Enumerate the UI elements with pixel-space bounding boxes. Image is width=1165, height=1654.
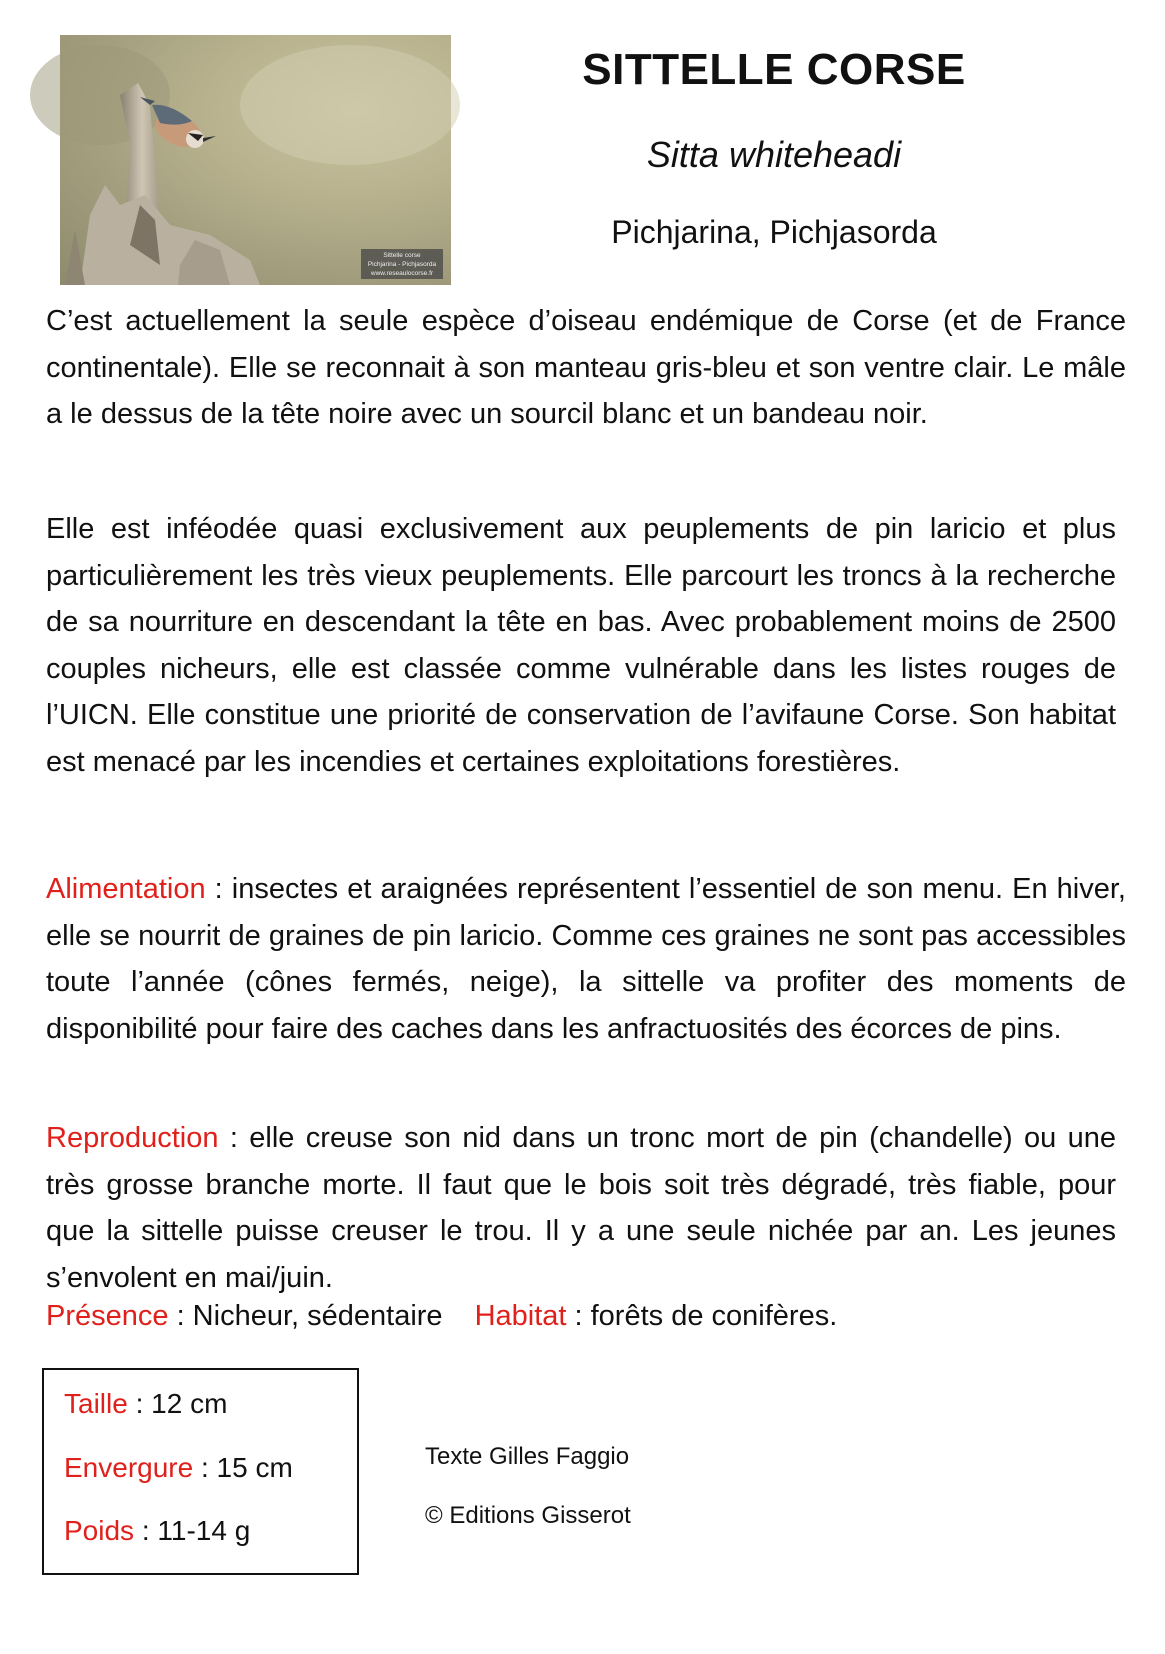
- stat-taille: [64, 1388, 227, 1420]
- reproduction-paragraph: [46, 1115, 1116, 1294]
- stat-envergure: [64, 1452, 293, 1484]
- presence-line: [46, 1300, 837, 1333]
- alimentation-paragraph: [46, 866, 1126, 1052]
- bird-photo: [60, 35, 451, 285]
- habitat-paragraph: Elle est inféodée quasi exclusivement aux peuplements de pin laricio et plus particulièrement les très vieux peuplements. Elle parcourt les troncs à la recherche de sa nourriture en descendant la tête en bas. Avec probablement moins de 2500 couples nicheurs, elle est classée comme vulnérable dans les listes rouges de l’UICN. Elle constitue une priorité de conservation de l’avifaune Corse. Son habitat est menacé par les incendies et certaines exploitations forestières.: [46, 513, 1116, 778]
- taille-value: : 12 cm: [127, 1388, 228, 1419]
- habitat-text: : forêts de conifères.: [566, 1300, 838, 1332]
- presence-text: : Nicheur, sédentaire: [168, 1300, 443, 1332]
- alimentation-text: : insectes et araignées représentent l’essentiel de son menu. En hiver, elle se nourrit de graines de pin laricio. Comme ces graines ne sont pas accessibles toute l’année (cônes fermés, neige), la sittelle va profiter des moments de disponibilité pour faire des caches dans les anfractuosités des écorces de pins.: [46, 873, 1126, 1045]
- bird-illustration: [60, 35, 451, 285]
- presence-label: Présence: [46, 1300, 169, 1332]
- publisher-credit: © Editions Gisserot: [425, 1502, 631, 1529]
- latin-name: Sitta whiteheadi: [646, 134, 902, 175]
- alimentation-label: Alimentation: [46, 873, 206, 905]
- poids-label: Poids: [64, 1515, 135, 1546]
- photo-caption-url: www.reseaulocorse.fr: [370, 270, 434, 277]
- photo-caption: [361, 249, 443, 279]
- local-names: Pichjarina, Pichjasorda: [611, 214, 937, 250]
- reproduction-label: Reproduction: [46, 1122, 219, 1154]
- intro-paragraph: C’est actuellement la seule espèce d’oiseau endémique de Corse (et de France continentale). Elle se reconnait à son manteau gris-bleu et son ventre clair. Le mâle a le dessus de la tête noire avec un sourcil blanc et un bandeau noir.: [46, 305, 1126, 430]
- photo-caption-names: Pichjarina - Pichjasorda: [367, 261, 437, 268]
- stat-poids: [64, 1515, 250, 1547]
- reproduction-text: : elle creuse son nid dans un tronc mort de pin (chandelle) ou une très grosse branche morte. Il faut que le bois soit très dégradé, très fiable, pour que la sittelle puisse creuser le trou. Il y a une seule nichée par an. Les jeunes s’envolent en mai/juin.: [46, 1122, 1116, 1294]
- photo-caption-title: Sittelle corse: [383, 252, 421, 259]
- poids-value: : 11-14 g: [134, 1515, 251, 1546]
- text-author-credit: Texte Gilles Faggio: [425, 1443, 630, 1470]
- taille-label: Taille: [64, 1388, 128, 1419]
- envergure-label: Envergure: [64, 1452, 194, 1483]
- envergure-value: : 15 cm: [193, 1452, 293, 1483]
- stats-box: [42, 1368, 359, 1575]
- page-title: SITTELLE CORSE: [582, 45, 966, 94]
- habitat-label: Habitat: [474, 1300, 567, 1332]
